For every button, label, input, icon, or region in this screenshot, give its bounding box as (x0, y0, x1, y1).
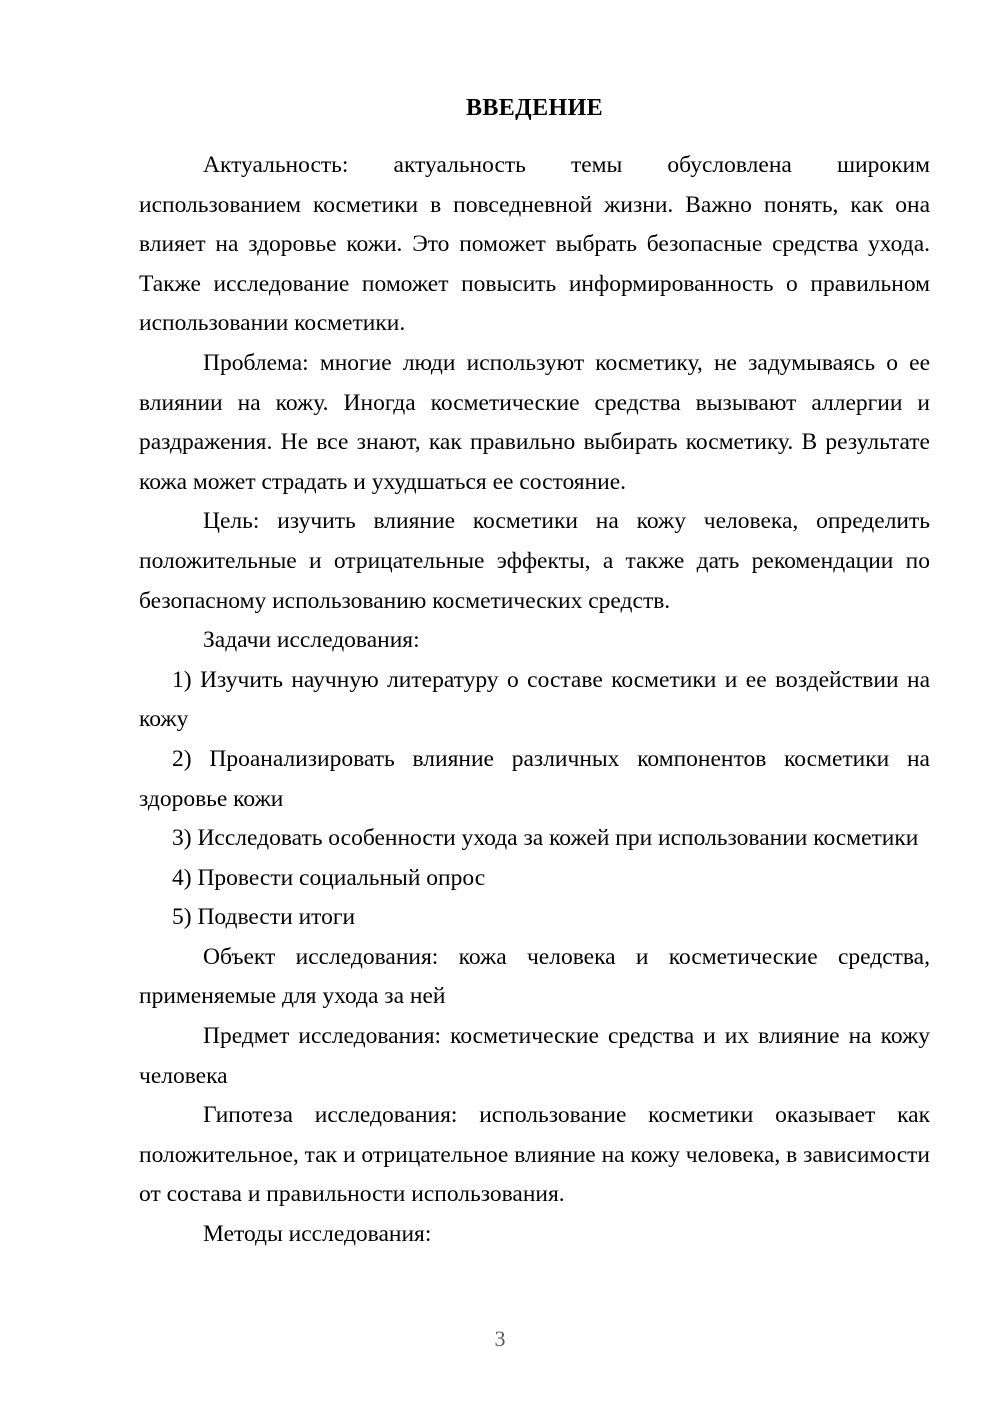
page-number: 3 (494, 1326, 506, 1351)
paragraph-subject: Предмет исследования: косметические средства и их влияние на кожу человека (139, 1023, 930, 1089)
paragraph-problem: Проблема: многие люди используют косметику, не задумываясь о ее влиянии на кожу. Иногда косметические средства вызывают аллергии и раздражения. Не все знают, как правильно выбирать косметику. В результате кожа может страдать и ухудшаться ее состояние. (139, 349, 930, 495)
tasks-heading: Задачи исследования: (203, 627, 420, 654)
page-title: ВВЕДЕНИЕ (465, 95, 604, 121)
paragraph-hypothesis: Гипотеза исследования: использование косметики оказывает как положительное, так и отрицательное влияние на кожу человека, в зависимости от состава и правильности использования. (139, 1102, 930, 1208)
paragraph-goal: Цель: изучить влияние косметики на кожу человека, определить положительные и отрицательные эффекты, а также дать рекомендации по безопасному использованию косметических средств. (139, 508, 930, 614)
document-body (139, 88, 930, 1255)
task-item-2: 2) Проанализировать влияние различных компонентов косметики на здоровье кожи (139, 745, 930, 812)
task-item-4: 4) Провести социальный опрос (172, 864, 486, 891)
task-item-1: 1) Изучить научную литературу о составе косметики и ее воздействии на кожу (139, 666, 930, 733)
task-item-3: 3) Исследовать особенности ухода за кожей при использовании косметики (172, 825, 919, 852)
paragraph-object: Объект исследования: кожа человека и косметические средства, применяемые для ухода за ней (139, 943, 930, 1010)
paragraph-relevance: Актуальность: актуальность темы обусловлена широким использованием косметики в повседневной жизни. Важно понять, как она влияет на здоровье кожи. Это поможет выбрать безопасные средства ухода. Также исследование поможет повысить информированность о правильном использовании косметики. (139, 152, 930, 337)
task-item-5: 5) Подвести итоги (172, 904, 356, 931)
paragraph-methods-heading: Методы исследования: (203, 1221, 432, 1248)
